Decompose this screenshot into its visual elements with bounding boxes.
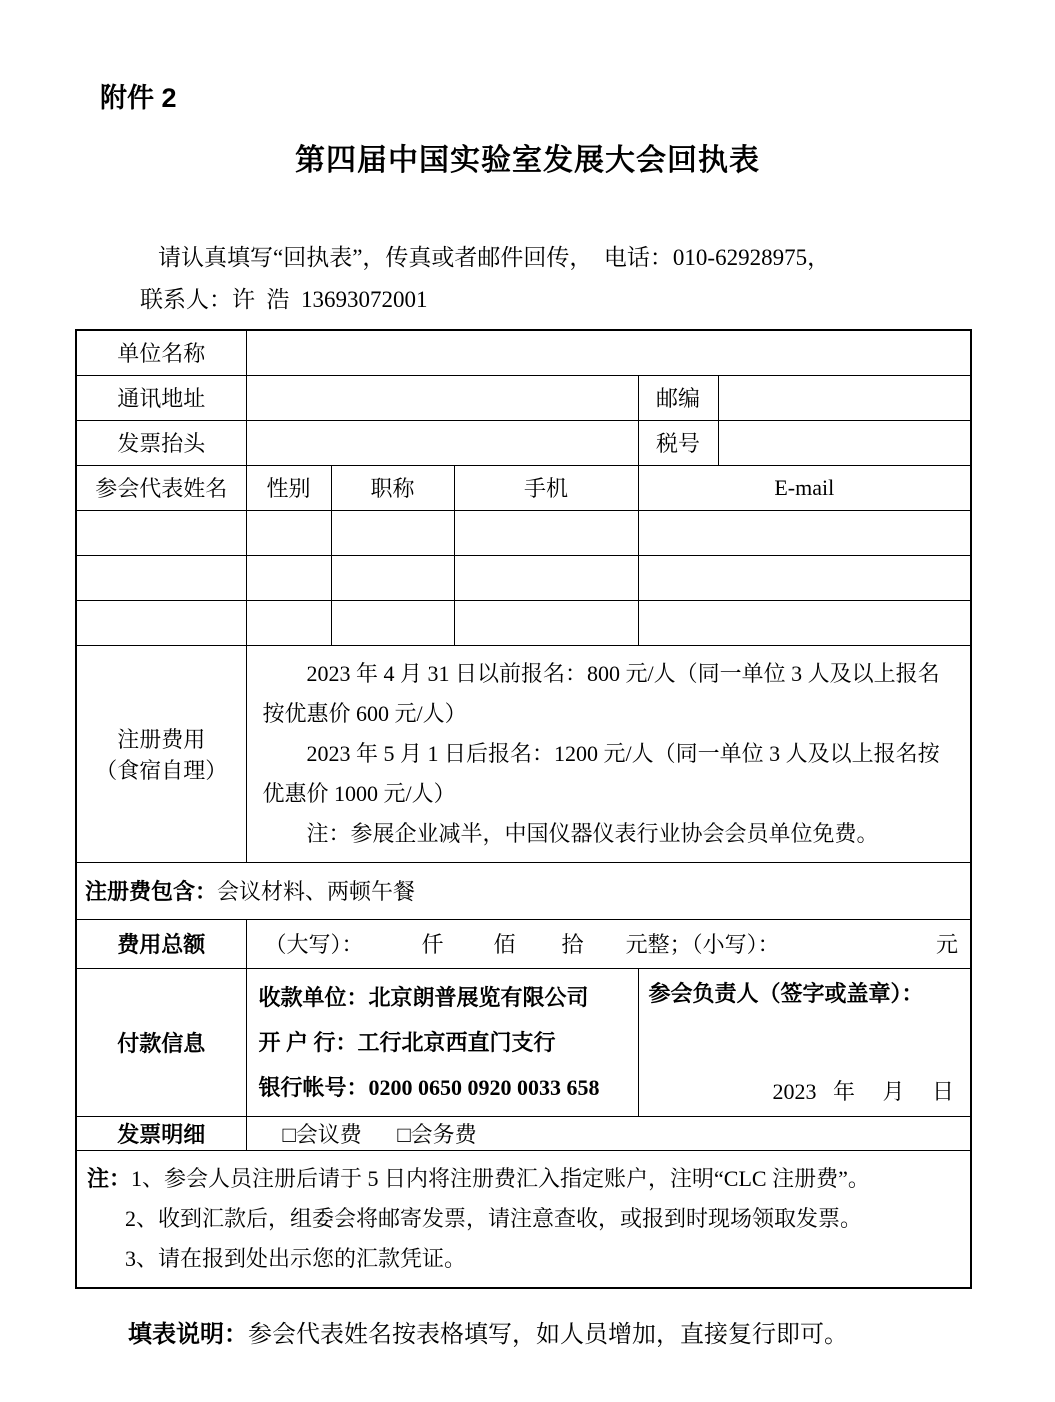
intro-paragraph xyxy=(140,237,970,321)
tax-number-input-cell[interactable] xyxy=(718,420,971,465)
fee-includes-value: 会议材料、两顿午餐 xyxy=(217,879,416,904)
note-item-3: 3、请在报到处出示您的汇款凭证。 xyxy=(125,1245,467,1271)
row-invoice-detail xyxy=(76,1116,971,1150)
bank-label: 开 户 行： xyxy=(258,1029,358,1055)
invoice-title-label: 发票抬头 xyxy=(76,420,246,465)
payee-label: 收款单位： xyxy=(258,984,369,1010)
account-value: 0200 0650 0920 0033 658 xyxy=(368,1074,600,1100)
total-amount-fill-cell[interactable] xyxy=(246,919,971,968)
fee-includes-label: 注册费包含： xyxy=(85,879,218,904)
payee-value: 北京朗普展览有限公司 xyxy=(368,984,589,1010)
row-total-amount xyxy=(76,919,971,968)
payment-details-cell xyxy=(246,968,638,1116)
delegate-email-header: E-mail xyxy=(638,465,971,510)
row-address xyxy=(76,375,971,420)
fee-includes-cell xyxy=(76,862,971,919)
delegate-name-cell[interactable] xyxy=(76,510,246,555)
postcode-label: 邮编 xyxy=(638,375,718,420)
fee-paragraph-1: 2023 年 4 月 31 日以前报名：800 元/人（同一单位 3 人及以上报名按优惠价 600 元/人） xyxy=(262,660,940,726)
note-item-1: 1、参会人员注册后请于 5 日内将注册费汇入指定账户，注明“CLC 注册费”。 xyxy=(131,1165,870,1191)
note-line-2 xyxy=(87,1199,960,1239)
delegate-gender-cell[interactable] xyxy=(246,600,331,645)
delegates-header-row xyxy=(76,465,971,510)
address-input-cell[interactable] xyxy=(246,375,638,420)
total-qian-label: 仟 xyxy=(421,932,444,957)
delegate-mobile-cell[interactable] xyxy=(454,600,638,645)
fee-paragraph-2: 2023 年 5 月 1 日后报名：1200 元/人（同一单位 3 人及以上报名按优惠价 1000 元/人） xyxy=(262,740,940,806)
delegate-mobile-cell[interactable] xyxy=(454,555,638,600)
unit-name-input-cell[interactable] xyxy=(246,330,971,375)
row-registration-fee xyxy=(76,645,971,862)
invoice-detail-label: 发票明细 xyxy=(76,1116,246,1150)
option-conference-fee xyxy=(283,1118,362,1149)
fill-instruction xyxy=(128,1317,970,1353)
note-line-1 xyxy=(87,1159,960,1199)
fee-label-line1: 注册费用 xyxy=(117,726,206,752)
tax-number-label: 税号 xyxy=(638,420,718,465)
fill-instruction-label: 填表说明： xyxy=(128,1321,248,1348)
bank-line xyxy=(259,1020,628,1065)
fee-description-cell xyxy=(246,645,971,862)
total-shi-label: 拾 xyxy=(561,932,584,957)
invoice-title-input-cell[interactable] xyxy=(246,420,638,465)
delegate-title-cell[interactable] xyxy=(331,555,454,600)
intro-line-2: 联系人：许 浩 13693072001 xyxy=(140,287,428,312)
total-yuan-label: 元 xyxy=(936,932,959,957)
delegate-row-2 xyxy=(76,555,971,600)
delegate-gender-header: 性别 xyxy=(246,465,331,510)
row-invoice-title xyxy=(76,420,971,465)
row-payment-info xyxy=(76,968,971,1116)
total-xiaoxie-label: 元整；（小写）： xyxy=(625,932,780,957)
signer-title: 参会负责人（签字或盖章）： xyxy=(648,980,924,1006)
account-line xyxy=(259,1065,628,1110)
notes-cell xyxy=(76,1150,971,1288)
delegate-name-cell[interactable] xyxy=(76,555,246,600)
page-title: 第四届中国实验室发展大会回执表 xyxy=(295,144,760,177)
unit-name-label: 单位名称 xyxy=(76,330,246,375)
intro-line-1: 请认真填写“回执表”，传真或者邮件回传， 电话：010-62928975， xyxy=(158,245,831,270)
delegate-title-cell[interactable] xyxy=(331,600,454,645)
total-bai-label: 佰 xyxy=(493,932,516,957)
delegate-mobile-header: 手机 xyxy=(454,465,638,510)
delegate-gender-cell[interactable] xyxy=(246,510,331,555)
option-service-fee-label: 会务费 xyxy=(410,1121,477,1147)
registration-form-table xyxy=(75,329,972,1289)
total-daxie-label: （大写）： xyxy=(264,932,364,957)
payee-line xyxy=(259,975,628,1020)
signer-cell[interactable] xyxy=(638,968,971,1116)
delegate-title-header: 职称 xyxy=(331,465,454,510)
fee-label-line2: （食宿自理） xyxy=(95,757,228,783)
attachment-label: 附件 2 xyxy=(100,83,177,113)
signer-date: 2023 年 月 日 xyxy=(772,1078,955,1104)
payment-info-label: 付款信息 xyxy=(76,968,246,1116)
total-amount-label: 费用总额 xyxy=(76,919,246,968)
delegate-name-cell[interactable] xyxy=(76,600,246,645)
postcode-input-cell[interactable] xyxy=(718,375,971,420)
delegate-email-cell[interactable] xyxy=(638,600,971,645)
delegate-title-cell[interactable] xyxy=(331,510,454,555)
note-line-3 xyxy=(87,1239,960,1279)
note-item-2: 2、收到汇款后，组委会将邮寄发票，请注意查收，或报到时现场领取发票。 xyxy=(125,1205,863,1231)
delegate-row-3 xyxy=(76,600,971,645)
checkbox-icon[interactable]: □ xyxy=(282,1121,296,1147)
invoice-options-cell xyxy=(246,1116,971,1150)
fill-instruction-text: 参会代表姓名按表格填写，如人员增加，直接复行即可。 xyxy=(248,1321,848,1348)
bank-value: 工行北京西直门支行 xyxy=(357,1029,556,1055)
delegate-mobile-cell[interactable] xyxy=(454,510,638,555)
option-service-fee xyxy=(397,1118,476,1149)
delegate-email-cell[interactable] xyxy=(638,555,971,600)
delegate-email-cell[interactable] xyxy=(638,510,971,555)
fee-label xyxy=(76,645,246,862)
row-notes xyxy=(76,1150,971,1288)
checkbox-icon[interactable]: □ xyxy=(397,1121,411,1147)
delegate-gender-cell[interactable] xyxy=(246,555,331,600)
row-unit-name xyxy=(76,330,971,375)
delegate-row-1 xyxy=(76,510,971,555)
notes-prefix: 注： xyxy=(87,1165,132,1191)
fee-note: 注：参展企业减半，中国仪器仪表行业协会会员单位免费。 xyxy=(306,820,879,846)
row-fee-includes xyxy=(76,862,971,919)
account-label: 银行帐号： xyxy=(258,1074,369,1100)
delegate-name-header: 参会代表姓名 xyxy=(76,465,246,510)
option-conference-fee-label: 会议费 xyxy=(295,1121,362,1147)
address-label: 通讯地址 xyxy=(76,375,246,420)
